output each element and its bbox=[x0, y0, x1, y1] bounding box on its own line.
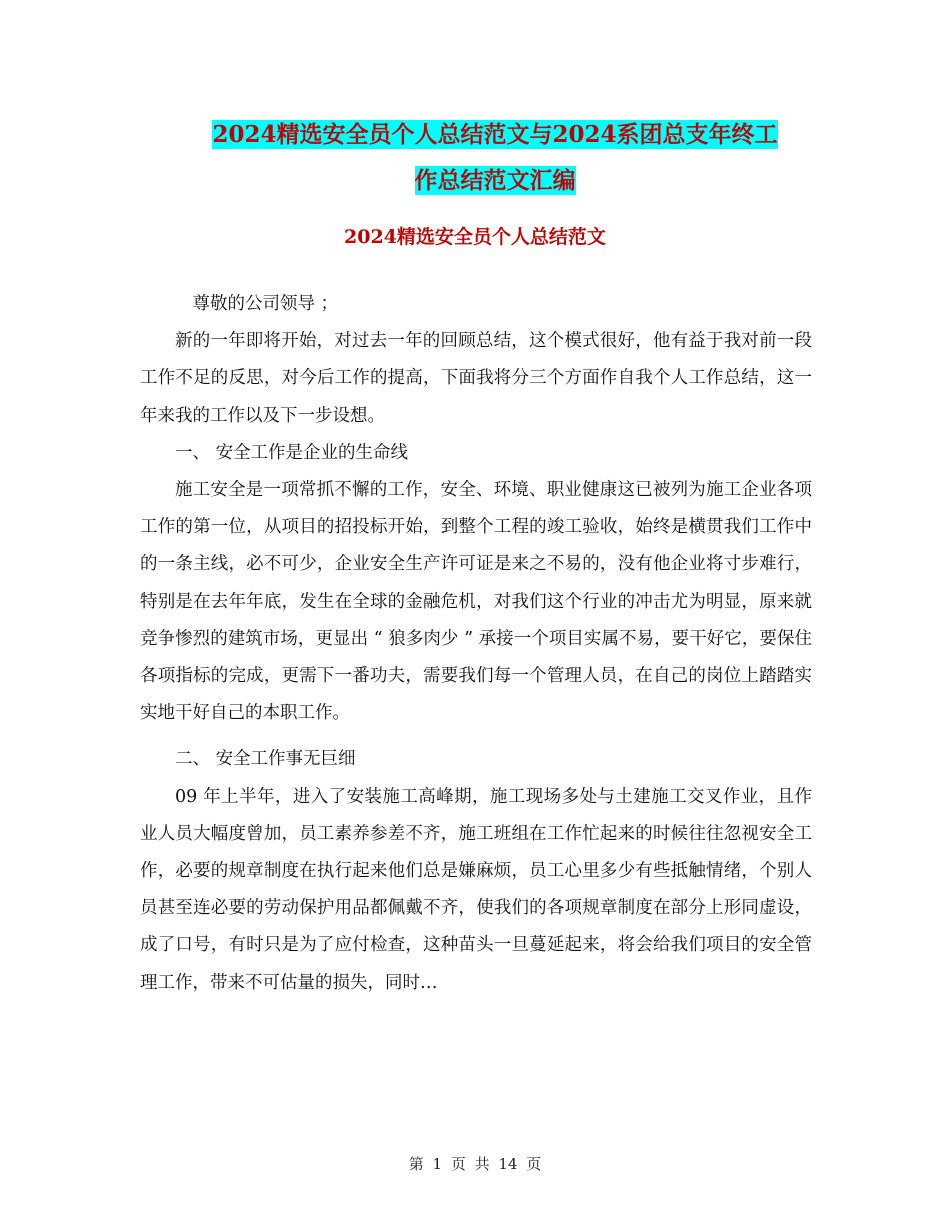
document-body bbox=[140, 286, 812, 1002]
document-title-line-1: 2024精选安全员个人总结范文与2024系团总支年终工 bbox=[212, 121, 778, 148]
page-number-footer: 第 1 页 共 14 页 bbox=[408, 1155, 542, 1173]
paragraph-intro: 新的一年即将开始，对过去一年的回顾总结，这个模式很好，他有益于我对前一段工作不足的反思，对今后工作的提高，下面我将分三个方面作自我个人工作总结，这一年来我的工作以及下一步设想。 bbox=[140, 331, 812, 426]
document-title bbox=[140, 112, 850, 204]
paragraph-safety-lifeline: 施工安全是一项常抓不懈的工作，安全、环境、职业健康这已被列为施工企业各项工作的第一位，从项目的招投标开始，到整个工程的竣工验收，始终是横贯我们工作中的一条主线，必不可少，企业安全生产许可证是来之不易的，没有他企业将寸步难行，特别是在去年年底，发生在全球的金融危机，对我们这个行业的冲击尤为明显，原来就竞争惨烈的建筑市场，更显出 “ 狼多肉少 ” 承接一个项目实属不易，要干好它，要保住各项指标的完成，更需下一番功夫，需要我们每一个管理人员，在自己的岗位上踏踏实实地干好自己的本职工作。 bbox=[140, 480, 812, 724]
paragraph-gap bbox=[140, 732, 812, 741]
paragraph-safety-details: 09 年上半年，进入了安装施工高峰期，施工现场多处与土建施工交叉作业，且作业人员大幅度曾加，员工素养参差不齐，施工班组在工作忙起来的时候往往忽视安全工作，必要的规章制度在执行起来他们总是嫌麻烦，员工心里多少有些抵触情绪，个别人员甚至连必要的劳动保护用品都佩戴不齐，使我们的各项规章制度在部分上形同虚设，成了口号，有时只是为了应付检查，这种苗头一旦蔓延起来，将会给我们项目的安全管理工作，带来不可估量的损失，同时… bbox=[140, 786, 812, 993]
heading-safety-details: 二、 安全工作事无巨细 bbox=[175, 749, 356, 770]
heading-safety-lifeline: 一、 安全工作是企业的生命线 bbox=[175, 442, 409, 463]
salutation: 尊敬的公司领导 ； bbox=[192, 294, 339, 314]
document-title-line-2: 作总结范文汇编 bbox=[414, 167, 576, 194]
section-heading: 2024精选安全员个人总结范文 bbox=[344, 226, 606, 248]
